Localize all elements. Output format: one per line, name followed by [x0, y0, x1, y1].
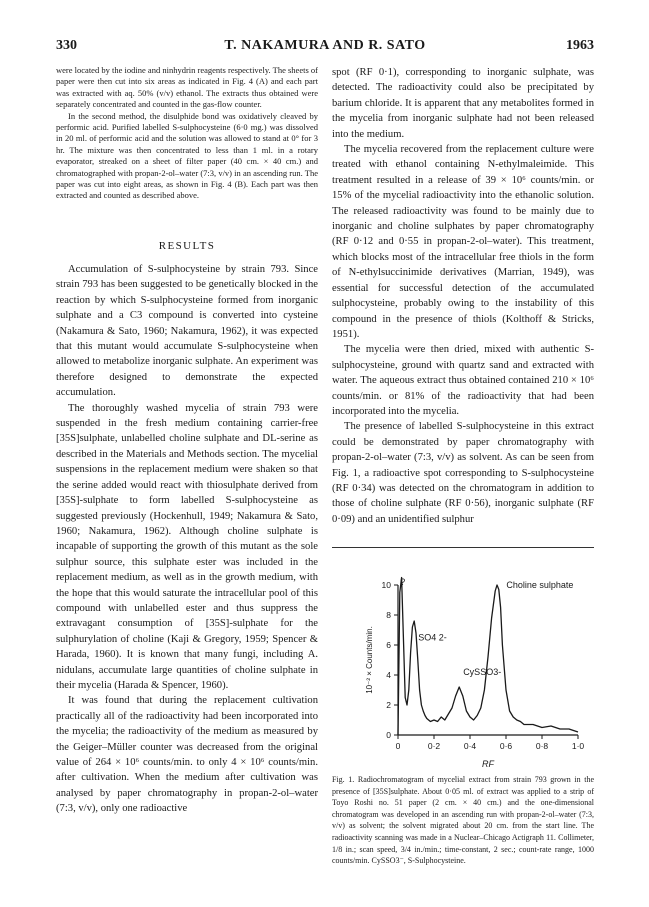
series-line [398, 578, 578, 736]
y-tick-label: 0 [386, 730, 391, 740]
methods-continuation [56, 65, 318, 202]
annotation-label: Choline sulphate [506, 580, 574, 590]
caption-text: Fig. 1. Radiochromatogram of mycelial extract from strain 793 grown in the presence of [35S]sulphate. About 0·05 ml. of extract was applied to a strip of Toyo Roshi no. 51 paper (2 cm. × 40 cm.) and the one-dimensional chromatogram was developed in an ascending run with propan-2-ol–water (7:3, v/v) as solvent; the solvent migrated about 20 cm. from the start line. The radioactivity scanning was made in a Nuclear–Chicago Actigraph 11. Collimeter, 1/8 in.; scan speed, 3/4 in./min.; time-constant, 2 sec.; count-rate range, 1000 counts/min. CySSO3⁻, S-Sulphocysteine. [332, 775, 594, 866]
y-tick-label: 4 [386, 670, 391, 680]
x-axis-label: RF [482, 759, 494, 769]
page-number: 330 [56, 38, 77, 53]
paragraph: In the second method, the disulphide bond was oxidatively cleaved by performic acid. Purified labelled S-sulphocysteine (6·0 mg.) was dissolved in 20 ml. of performic acid and the solution was allowed to stand at 0° for 3 hr. The mixture was then concentrated to less than 1 ml. in a rotary evaporator, streaked on a sheet of filter paper (40 cm. × 40 cm.) and chromatographed with propan-2-ol–water (7:3, v/v) in an ascending run. The paper was cut into eight areas, as shown in Fig. 4 (B). Each part was then extracted and counted as described above. [56, 110, 318, 201]
x-tick-label: 0·2 [427, 741, 441, 751]
page-header [56, 38, 594, 58]
x-tick-label: 0·4 [463, 741, 477, 751]
figure-1 [332, 560, 594, 780]
figure-caption [332, 774, 594, 867]
y-tick-label: 6 [386, 640, 391, 650]
x-tick-label: 0 [395, 741, 401, 751]
paragraph: spot (RF 0·1), corresponding to inorganic sulphate, was detected. The radioactivity could also be precipitated by barium chloride. It is apparent that any metabolites formed in the mycelia from inorganic sulphate had not been released into the medium. [332, 67, 594, 140]
paragraph: The presence of labelled S-sulphocysteine in this extract could be demonstrated by paper chromatography with propan-2-ol–water (7:3, v/v) as solvent. As can be seen from Fig. 1, a radioactive spot corresponding to S-sulphocysteine (RF 0·34) was detected on the chromatogram in addition to those of choline sulphate (RF 0·56), inorganic sulphate (RF 0·09) and an unidentified sulphur [332, 421, 594, 525]
paragraph: The thoroughly washed mycelia of strain 793 were suspended in the fresh medium containing carrier-free [35S]sulphate, unlabelled choline sulphate and DL-serine as described in the Materials and Methods section. The mycelial suspensions in the replacement medium were shaken so that the serine added would react with thiosulphate derived from [35S]-sulphate to form labelled S-sulphocysteine as suggested previously (Hockenhull, 1949; Nakamura & Sato, 1960; Nakamura, 1962). Although choline sulphate is incapable of supporting the growth of this mutant as the sole sulphur source, this sulphate ester was included in the replacement medium, as well as in the growth medium, with the hope that this would saturate the intracellular pool of this compound with unlabelled ester and thus suppress the extravagant consumption of [35S]-sulphate for the sulphurylation of choline (Kaji & Gregory, 1959; Spencer & Harada, 1960). It is known that many fungi, including A. nidulans, accumulate large quantities of choline sulphate in their mycelia (Harada & Spencer, 1960). [56, 402, 318, 691]
figure-divider [332, 547, 594, 548]
y-tick-label: 8 [386, 610, 391, 620]
chart-ticks [382, 580, 585, 751]
annotation-label: SO4 2- [418, 632, 447, 643]
x-tick-label: 1·0 [571, 741, 585, 751]
x-tick-label: 0·6 [499, 741, 513, 751]
paragraph: The mycelia were then dried, mixed with authentic S-sulphocysteine, ground with quartz sand and extracted with water. The aqueous extract thus obtained contained 210 × 10⁶ counts/min. or 81% of the radioactivity that had been incorporated into the mycelia. [332, 344, 594, 417]
radiochromatogram-chart [332, 560, 594, 775]
y-tick-label: 2 [386, 700, 391, 710]
running-title: T. NAKAMURA AND R. SATO [224, 38, 426, 53]
paragraph: It was found that during the replacement cultivation practically all of the radioactivity had been incorporated into the mycelia; the radioactivity of the medium as measured by the Geiger–Müller counter was decreased from the original value of 264 × 10⁶ counts/min. to only 4 × 10⁶ counts/min. after cultivation. When the medium after cultivation was analysed by paper chromatography in propan-2-ol–water (7:3, v/v), only one radioactive [56, 695, 318, 815]
results-text-left [56, 262, 318, 817]
paragraph: The mycelia recovered from the replacement culture were treated with ethanol containing N-ethylmaleimide. This treatment resulted in a release of 39 × 10⁶ counts/min. or 15% of the mycelial radioactivity into the ethanolic solution. The released radioactivity was found to be mainly due to inorganic and choline sulphates by paper chromatography (RF 0·12 and 0·55 in propan-2-ol–water). This treatment, which blocks most of the intracellular free thiols in the form of N-ethylsuccinimide derivatives (Marrian, 1949), was essential for successful detection of the accumulated sulphocysteine, probably owing to the instability of this compound in the presence of thiols (Kolthoff & Stricks, 1951). [332, 144, 594, 340]
y-tick-label: 10 [381, 580, 391, 590]
chart-plot-area [398, 578, 578, 736]
paragraph: were located by the iodine and ninhydrin reagents respectively. The sheets of paper were then cut into six areas as indicated in Fig. 4 (A) and each part was extracted with aq. 50% (v/v) ethanol. The extracts thus obtained were separately concentrated and counted in the gas-flow counter. [56, 65, 318, 110]
annotation-label: ? [400, 577, 406, 587]
y-axis-label: 10⁻² × Counts/min. [365, 626, 374, 694]
results-text-right [332, 65, 594, 527]
x-tick-label: 0·8 [535, 741, 549, 751]
annotation-label: CySSO3- [463, 667, 502, 677]
paragraph: Accumulation of S-sulphocysteine by strain 793. Since strain 793 has been suggested to be genetically blocked in the reaction by which S-sulphocysteine formed from inorganic sulphate and a C3 compound is converted into cysteine (Nakamura & Sato, 1960; Nakamura, 1962), it was expected that this mutant would accumulate S-sulphocysteine when allowed to metabolize inorganic sulphate. An experiment was therefore designed to demonstrate the expected accumulation. [56, 264, 318, 399]
publication-year: 1963 [566, 38, 594, 53]
section-heading-results: RESULTS [158, 240, 216, 252]
